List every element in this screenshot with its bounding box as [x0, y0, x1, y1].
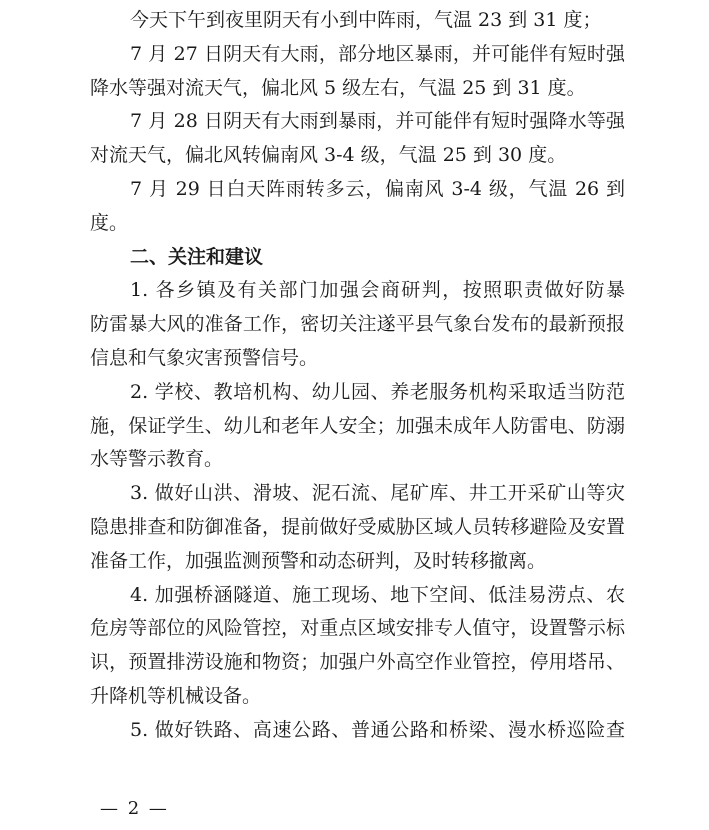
- text-line: 对流天气，偏北风转偏南风 3-4 级，气温 25 到 30 度。: [90, 144, 567, 167]
- text-line: 今天下午到夜里阴天有小到中阵雨，气温 23 到 31 度；: [130, 9, 602, 31]
- section-heading: 二、关注和建议: [130, 245, 264, 268]
- text-line: 1. 各乡镇及有关部门加强会商研判，按照职责做好防暴: [130, 279, 625, 302]
- page-number: — 2 —: [100, 798, 169, 819]
- text-line: 水等警示教育。: [90, 448, 224, 471]
- document-body: [90, 4, 625, 748]
- text-line: 5. 做好铁路、高速公路、普通公路和桥梁、漫水桥巡险查: [130, 718, 625, 741]
- text-line: 升降机等机械设备。: [90, 684, 262, 707]
- text-line: 3. 做好山洪、滑坡、泥石流、尾矿库、井工开采矿山等灾: [130, 482, 625, 505]
- text-line: 识，预置排涝设施和物资；加强户外高空作业管控，停用塔吊、: [90, 651, 625, 674]
- text-line: 7 月 27 日阴天有大雨，部分地区暴雨，并可能伴有短时强: [130, 42, 625, 65]
- text-line: 防雷暴大风的准备工作，密切关注遂平县气象台发布的最新预报: [90, 313, 625, 336]
- text-line: 度。: [90, 211, 129, 234]
- text-line: 7 月 28 日阴天有大雨到暴雨，并可能伴有短时强降水等强: [130, 110, 625, 133]
- text-line: 危房等部位的风险管控，对重点区域安排专人值守，设置警示标: [90, 617, 625, 640]
- text-line: 信息和气象灾害预警信号。: [90, 346, 319, 369]
- text-line: 施，保证学生、幼儿和老年人安全；加强未成年人防雷电、防溺: [90, 414, 625, 437]
- text-line: 隐患排查和防御准备，提前做好受威胁区域人员转移避险及安置: [90, 515, 625, 538]
- text-line: 降水等强对流天气，偏北风 5 级左右，气温 25 到 31 度。: [90, 76, 586, 99]
- text-line: 准备工作，加强监测预警和动态研判，及时转移撤离。: [90, 549, 547, 572]
- text-line: 2. 学校、教培机构、幼儿园、养老服务机构采取适当防范: [130, 380, 625, 403]
- text-line: 7 月 29 日白天阵雨转多云，偏南风 3-4 级，气温 26 到: [130, 177, 625, 200]
- text-line: 4. 加强桥涵隧道、施工现场、地下空间、低洼易涝点、农: [130, 583, 625, 606]
